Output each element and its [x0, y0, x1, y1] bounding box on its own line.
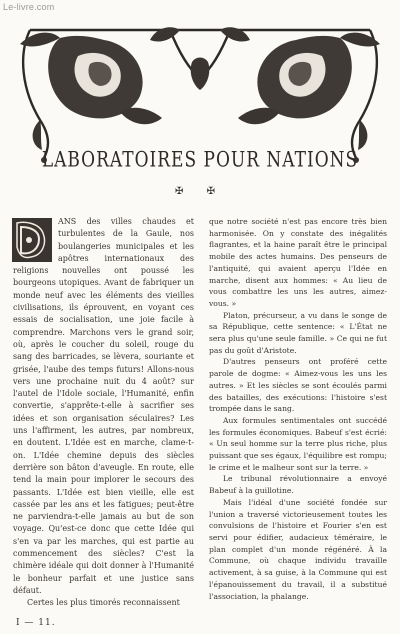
right-paragraph-1: que notre société n'est pas encore très bien harmonisée. On y constate des inégalités flagrantes, et la haine paraît être le principal mobile des actes humains. Des penseurs de l'antiquité, qui avaient aperçu l'Idée en marche, disent aux hommes: « Au lieu de vous combattre les uns les autres, aimez-vous. »	[209, 217, 387, 308]
right-paragraph-6: Mais l'idéal d'une société fondée sur l'union a traversé victorieusement toutes les convulsions de l'histoire et Fourier s'en est servi pour édifier, audacieux téméraire, le plan complet d'un monde régénéré. À la Commune, où chaque individu travaille activement, à sa guise, à la Commune qui est l'épanouissement du travail, il a substitué l'association, la phalange.	[209, 497, 387, 601]
right-flower	[220, 27, 380, 124]
left-paragraph-2: Certes les plus timorés reconnaissent	[27, 598, 180, 608]
article-title: LABORATOIRES POUR NATIONS	[41, 147, 359, 173]
left-paragraph-1: ANS des villes chaudes et turbulentes de la Gaule, nos boulangeries municipales et les apôtres internationaux des religions nouvelles ont poussé les bourgeons utopiques. Avant de fabriquer un monde neuf avec les éléments des vieilles civilisations, ils éprouvent, en voyant ces essais de socialisation, une joie facile à comprendre. Marchons vers le grand soir, où, après le coucher du soleil, rouge du sang des barricades, se lèvera, souriante et grisée, l'aube des temps futurs! Allons-nous vers une prochaine nuit du 4 août? sur l'autel de l'Idole sociale, l'Humanité, enfin convertie, s'apprête-t-elle à sacrifier ses idées et son organisation séculaires? Les uns l'affirment, les autres, par nombreux, en doutent. L'Idée est en marche, clame-t-on. L'Idée chemine depuis des siècles derrière son bâton d'aveugle. En route, elle tend la main pour implorer le secours des passants. L'Idée est bien vieille, elle est cassée par les ans et les fatigues; peut-être ne parviendra-t-elle jamais au but de son voyage. Qu'est-ce donc que cette Idée qui s'en va par les marches, qui est partie au commencement des siècles? C'est la chimère idéale qui doit donner à l'Humanité le bonheur parfait et une justice sans défaut.	[13, 217, 194, 595]
right-paragraph-3: D'autres penseurs ont proféré cette parole de dogme: « Aimez-vous les uns les autres. » Et les siècles se sont écoulés parmi des batailles, des exécutions: l'histoire s'est trompée dans le sang.	[209, 357, 387, 414]
right-paragraph-2: Platon, précurseur, a vu dans le songe de sa République, cette sentence: « L'État ne sera plus qu'une seule famille. » Ce qui ne fut pas du goût d'Aristote.	[209, 310, 387, 355]
right-paragraph-5: Le tribunal révolutionnaire a envoyé Babeuf à la guillotine.	[209, 474, 387, 496]
left-column	[13, 216, 194, 610]
watermark: Le-livre.com	[3, 2, 55, 12]
right-paragraph-4: Aux formules sentimentales ont succédé les formules économiques. Babeuf s'est écrié: « Un seul homme sur la terre plus riche, plus puissant que ses égaux, l'équilibre est rompu; le crime et le malheur sont sur la terre. »	[209, 415, 387, 472]
left-flower	[20, 27, 180, 124]
page-signature: I — 11.	[16, 618, 56, 628]
drop-cap	[11, 217, 53, 263]
right-column	[209, 216, 387, 602]
title-dingbats: ✠ ✠	[175, 186, 225, 197]
